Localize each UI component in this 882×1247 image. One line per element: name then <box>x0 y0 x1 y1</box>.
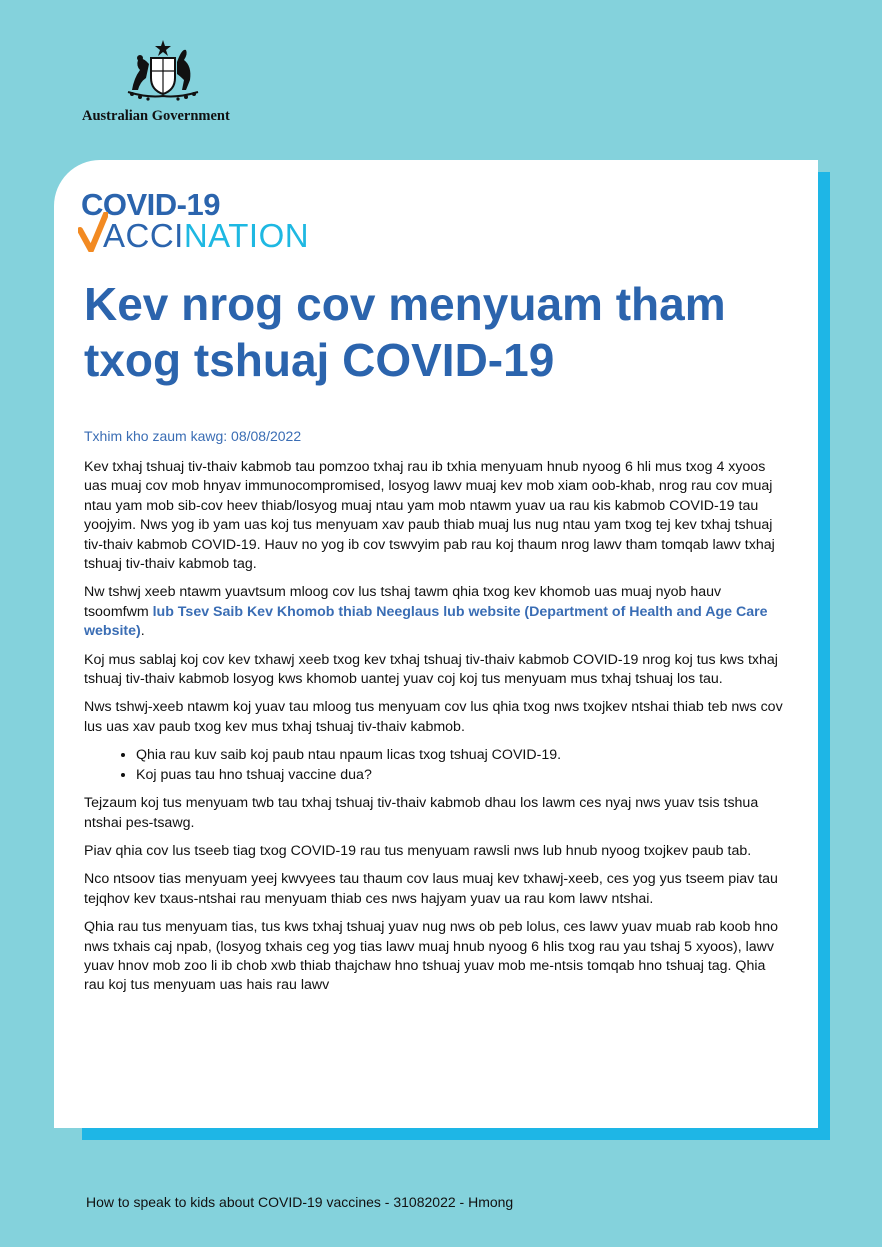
government-name: Australian Government <box>82 108 230 124</box>
paragraph-5: Tejzaum koj tus menyuam twb tau txhaj tshuaj tiv-thaiv kabmob dhau los lawm ces nyaj nws yuav tsis tshua ntshai pes-tsawg. <box>84 795 759 831</box>
coat-of-arms-icon <box>118 38 208 106</box>
paragraph-4: Nws tshwj-xeeb ntawm koj yuav tau mloog tus menyuam cov lus qhia txog nws txojkev ntshai thiab teb nws cov lus uas xav paub txog kev mus txhaj tshuaj tiv-thaiv kabmob. <box>84 699 783 735</box>
question-list <box>84 746 784 785</box>
paragraph-2-text: Nw tshwj xeeb ntawm yuavtsum mloog cov lus tshaj tawm qhia txog kev khomob uas muaj nyob hauv tsoomfwm <box>84 584 722 620</box>
paragraph-1: Kev txhaj tshuaj tiv-thaiv kabmob tau pomzoo txhaj rau ib txhia menyuam hnub nyoog 6 hli mus txog 4 xyoos uas muaj cov mob hnyav immunocompromised, losyog lawv muaj kev mob xiam oob-khab, nrog rau cov muaj ntau yam mob sib-cov heev thiab/losyog muaj ntau yam mob ntawm yuav ua rau kis kabmob COVID-19 tau yoojyim. Nws yog ib yam uas koj tus menyuam xav paub thiab muaj lus nug ntau yam txog tej kev txhaj tshuaj tiv-thaiv kabmob COVID-19. Hauv no yog ib cov tswvyim pab rau koj thaum nrog lawv tham tomqab lawv txhaj tshuaj tiv-thaiv kabmob tag. <box>84 459 775 573</box>
checkmark-icon <box>78 212 108 252</box>
paragraph-3: Koj mus sablaj koj cov kev txhawj xeeb txog kev txhaj tshuaj tiv-thaiv kabmob COVID-19 nrog koj tus kws txhaj tshuaj tiv-thaiv kabmob losyog kws khomob uantej yuav coj koj tus menyuam mus txhaj tshuaj los tau. <box>84 651 778 688</box>
health-department-link[interactable]: lub Tsev Saib Kev Khomob thiab Neeglaus lub website (Department of Health and Age Care website) <box>84 603 768 640</box>
page-title: Kev nrog cov menyuam tham txog tshuaj COVID-19 <box>84 278 726 386</box>
logo-line-2-part-1: ACCI <box>103 217 184 254</box>
paragraph-2-end: . <box>140 623 145 640</box>
logo-line-2 <box>81 218 309 254</box>
last-updated-date: Txhim kho zaum kawg: 08/08/2022 <box>84 428 302 444</box>
paragraph-8: Qhia rau tus menyuam tias, tus kws txhaj tshuaj yuav nug nws ob peb lolus, ces lawv yuav muab rab koob hno nws txhais caj npab, (losyog txhais ceg yog tias lawv muaj hnub nyoog 6 hlis txog rau yau tshaj 5 xyoos), lawv yuav hnov mob zoo li ib chob xwb thiab thajchaw hno tshuaj yuav mob me-ntsis tomqab hno tshuaj tag. Qhia rau koj tus menyuam uas hais rau lawv <box>84 919 778 994</box>
body-text <box>84 458 784 1005</box>
paragraph-7: Nco ntsoov tias menyuam yeej kwvyees tau thaum cov laus muaj kev txhawj-xeeb, ces yog yus tseem piav tau tejqhov kev txaus-ntshai rau menyuam thiab ces nws hajyam yuav ua rau kom lawv ntshai. <box>84 871 778 907</box>
covid-vaccination-logo <box>81 188 331 254</box>
page-footer: How to speak to kids about COVID-19 vaccines - 31082022 - Hmong <box>86 1194 514 1210</box>
list-item: • Qhia rau kuv saib koj paub ntau npaum licas txog tshuaj COVID-19. <box>136 746 784 765</box>
list-item: • Koj puas tau hno tshuaj vaccine dua? <box>136 766 784 785</box>
paragraph-2 <box>84 583 784 641</box>
content-card <box>54 160 818 1128</box>
paragraph-6: Piav qhia cov lus tseeb tiag txog COVID-19 rau tus menyuam rawsli nws lub hnub nyoog txojkev paub tab. <box>84 842 752 859</box>
government-logo <box>82 38 244 126</box>
logo-line-2-part-2: NATION <box>183 217 310 254</box>
logo-line-1: COVID-19 <box>81 187 220 222</box>
